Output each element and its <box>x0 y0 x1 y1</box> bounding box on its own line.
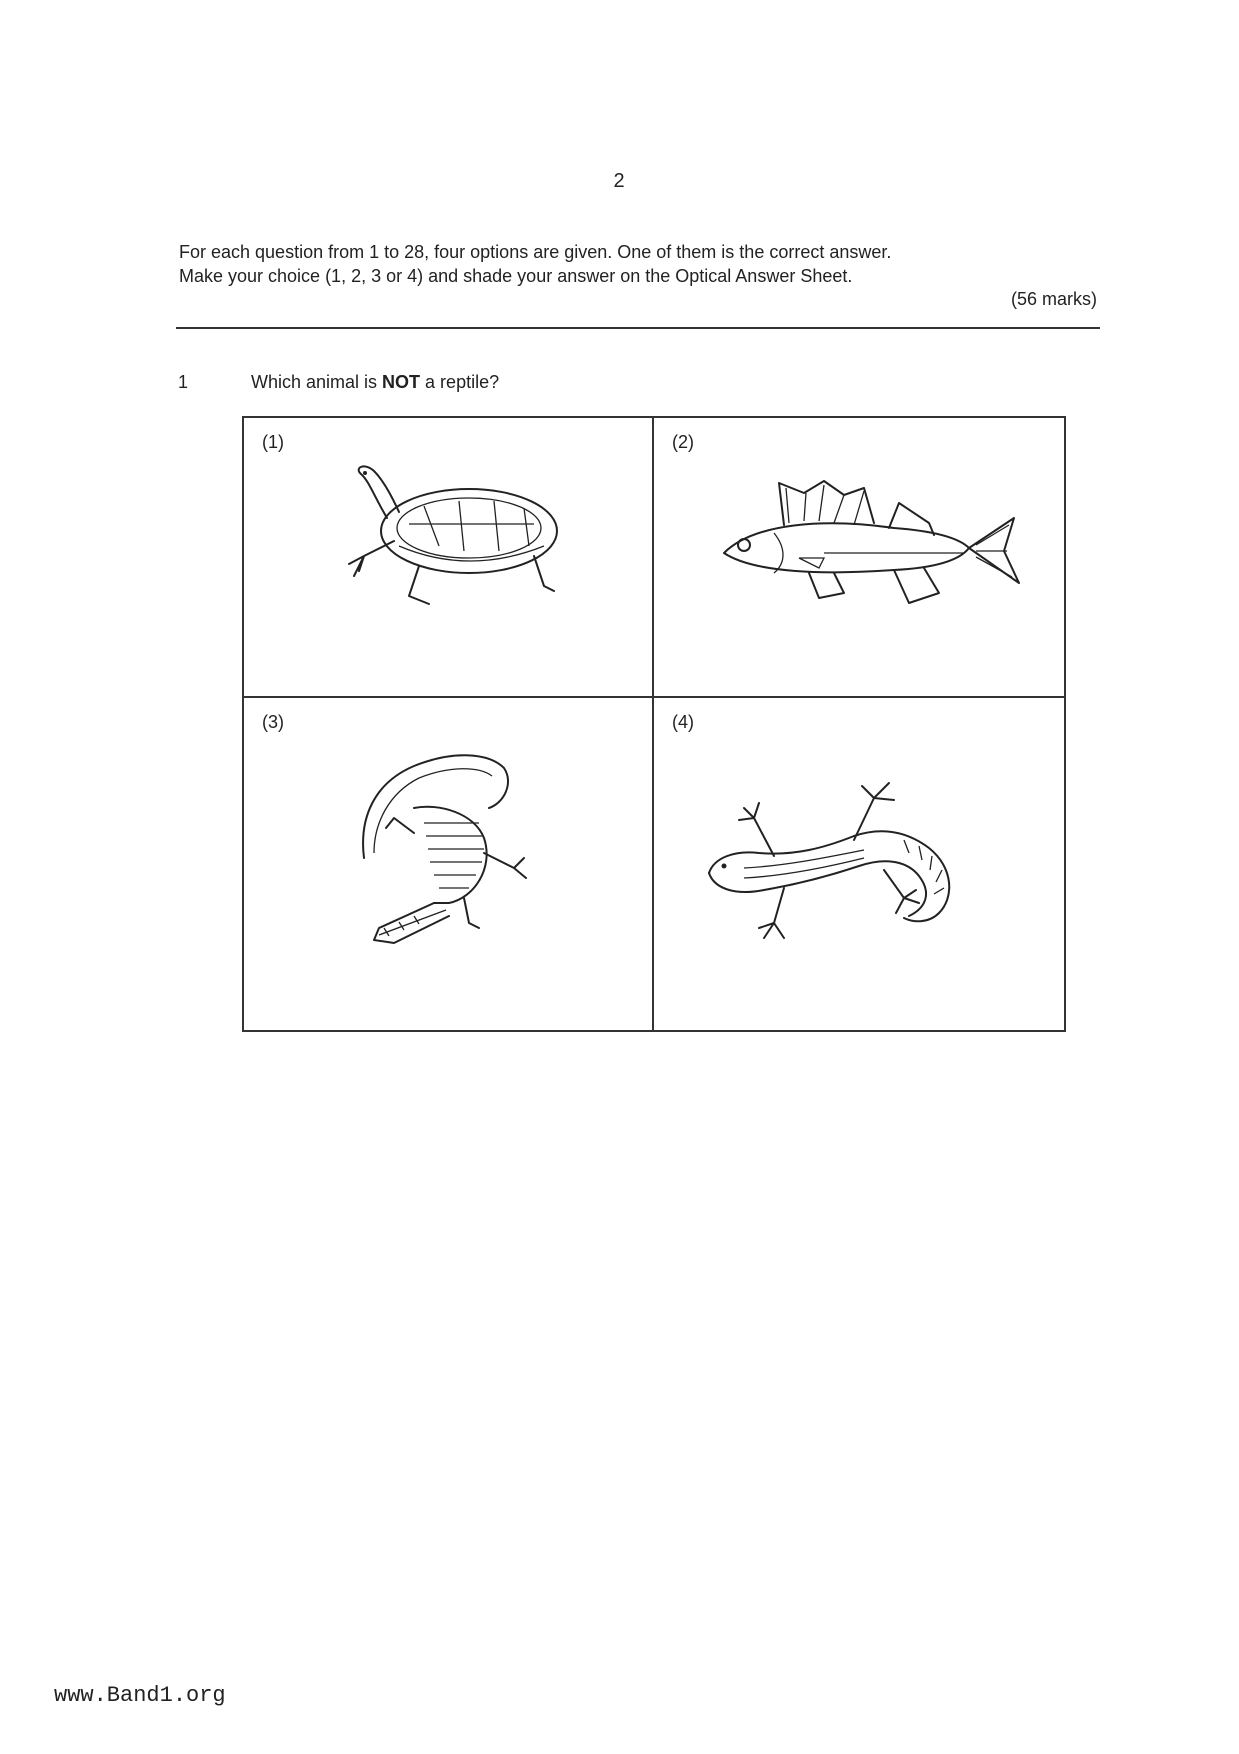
marks-total: (56 marks) <box>1010 289 1097 309</box>
fish-icon <box>714 473 1034 623</box>
question-text-before: Which animal is <box>251 372 383 392</box>
lizard-icon <box>704 758 1024 958</box>
option-1[interactable] <box>244 418 654 698</box>
instructions-line-1: For each question from 1 to 28, four options are given. One of them is the correct answer. <box>179 242 892 262</box>
crocodile-icon <box>354 728 544 948</box>
instructions <box>179 240 1099 288</box>
option-2-label: (2) <box>672 432 694 452</box>
footer-url: www.Band1.org <box>54 1683 226 1708</box>
divider <box>176 327 1100 329</box>
question-text-after: a reptile? <box>420 372 500 392</box>
options-grid <box>242 416 1066 1032</box>
option-4-label: (4) <box>672 712 694 732</box>
option-3[interactable] <box>244 698 654 1030</box>
question-number: 1 <box>178 372 189 392</box>
option-3-label: (3) <box>262 712 284 732</box>
option-2[interactable] <box>654 418 1064 698</box>
question-text-bold: NOT <box>382 372 421 392</box>
instructions-line-2: Make your choice (1, 2, 3 or 4) and shade your answer on the Optical Answer Sheet. <box>179 266 853 286</box>
question-text <box>251 372 499 393</box>
option-1-label: (1) <box>262 432 284 452</box>
page-number: 2 <box>613 170 625 192</box>
turtle-icon <box>339 446 569 611</box>
option-4[interactable] <box>654 698 1064 1030</box>
